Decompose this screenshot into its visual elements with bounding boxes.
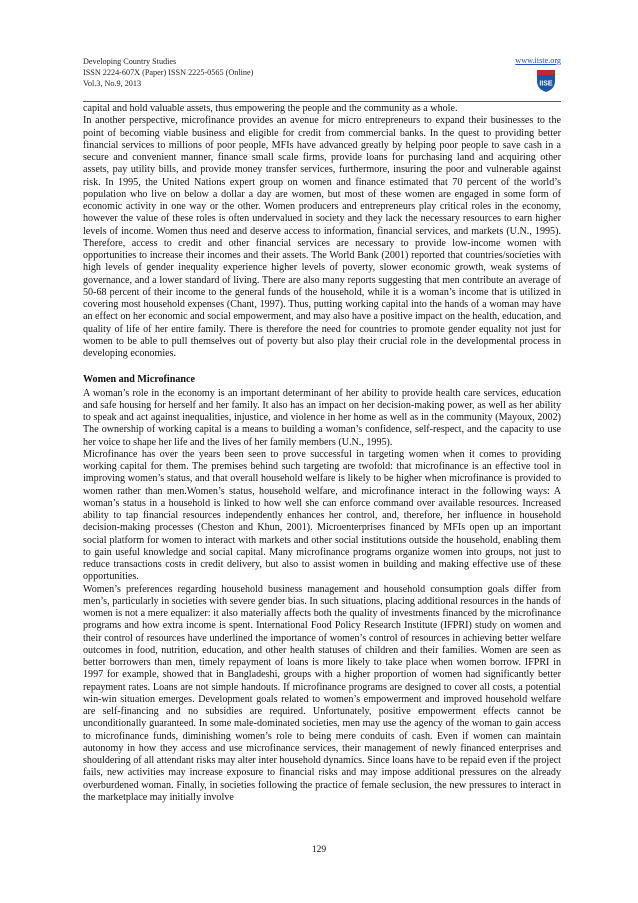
journal-url-link[interactable]: www.iiste.org (515, 56, 561, 65)
page-header (83, 56, 561, 100)
logo-text: IISE (539, 80, 553, 88)
volume-line: Vol.3, No.9, 2013 (83, 79, 142, 88)
paragraph: In another perspective, microfinance provides an avenue for micro entrepreneurs to expand their businesses to the point of becoming viable business and eligible for credit from commercial banks. In the quest to providing better financial services to millions of poor people, MFIs have advanced greatly by helping poor people to save cash in a secure and convenient manner, finance small scale firms, provide loans for purchasing land and acquiring other assets, pay utility bills, and provide money transfer services, furthermore, insuring the poor and vulnerable against risk. In 1995, the United Nations expert group on women and finance estimated that 70 percent of the world’s population who live on below a dollar a day are women, but most of these women are engaged in some form of economic activity in one way or the other. Women producers and entrepreneurs play critical roles in the economy, however the value of these roles is often undervalued in society and they lack the necessary resources to earn higher levels of income. Women thus need and deserve access to information, financial services, and markets (U.N., 1995). Therefore, access to credit and other financial services are necessary to provide low-income women with opportunities to increase their incomes and their assets. The World Bank (2001) reported that countries/societies with high levels of gender inequality experience higher levels of poverty, slower economic growth, weak systems of governance, and a lower standard of living. There are also many reports suggesting that men contribute an average of 50-68 percent of their income to the general funds of the household, while it is a woman’s income that is utilized in covering most household expenses (Chant, 1997). Thus, putting working capital into the hands of a woman may have an effect on her economic and social empowerment, and may also have a positive impact on the health, education, and quality of life of her entire family. There is therefore the need for countries to promote gender equality not just for women to be able to pull themselves out of poverty but also play their crucial role in the developmental process in developing economies. (83, 115, 561, 359)
paragraph: A woman’s role in the economy is an important determinant of her ability to provide health care services, education and safe housing for herself and her family. It also has an impact on her decision-making power, as well as her ability to speak and act against inequalities, injustice, and violence in her home as well as in the community (Mayoux, 2002) The ownership of working capital is a means to building a woman’s confidence, self-respect, and the capacity to use her voice to shape her life and the lives of her family members (U.N., 1995). (83, 387, 561, 448)
iiste-logo-icon (535, 68, 557, 94)
page-number: 129 (311, 845, 327, 855)
issn-line: ISSN 2224-607X (Paper) ISSN 2225-0565 (Online) (83, 68, 254, 77)
paragraph: Women’s preferences regarding household business management and household consumption goals differ from men’s, particularly in societies with severe gender bias. In such situations, placing additional resources in the hands of women is not a mere equalizer: it also materially affects both the quality of investments financed by the microfinance programs and how extra income is spent. International Food Policy Research Institute (IFPRI) study on women and their control of resources have underlined the importance of women’s control of resources in achieving better welfare outcomes in food, nutrition, education, and other health statuses of children and their families. Women are seen as better borrowers than men, timely repayment of loans is more likely to take place when women borrow. IFPRI in 1997 for example, showed that in Bangladeshi, groups with a higher proportion of women had significantly better repayment rates. Loans are not simple handouts. If microfinance programs are designed to cover all costs, a potential win-win situation emerges. Development goals related to women’s empowerment and improved household welfare are self-financing and no subsidies are required. Unfortunately, positive empowerment effects cannot be unconditionally guaranteed. In some male-dominated societies, men may use the agency of the woman to gain access to microfinance funds, diminishing women’s role to being mere conduits of cash. Even if women can maintain autonomy in how they access and use microfinance services, their management of newly financed enterprises and shouldering of all attendant risks may alter inter household dynamics. Since loans have to be repaid even if the project fails, new activities may increase exposure to financial risks and may impose additional pressures on the already overburdened woman. Finally, in societies following the practice of female seclusion, the new pressures to interact in the marketplace may initially involve (83, 583, 561, 803)
section-heading: Women and Microfinance (83, 374, 195, 386)
paragraph: capital and hold valuable assets, thus empowering the people and the community as a whole. (83, 103, 458, 114)
journal-name: Developing Country Studies (83, 57, 177, 66)
paragraph: Microfinance has over the years been seen to prove successful in targeting women when it comes to providing working capital for them. The premises behind such targeting are twofold: that microfinance is an effective tool in improving women’s status, and that overall household welfare is likely to be higher when microfinance is provided to women rather than men.Women’s status, household welfare, and microfinance interact in the following ways: A woman’s status in a household is linked to how well she can enforce command over available resources. Increased ability to tap financial resources independently enhances her control, and, therefore, her influence in household decision-making processes (Cheston and Khun, 2001). Microenterprises financed by MFIs open up an important social platform for women to interact with markets and other social institutions outside the household, enabling them to gain useful knowledge and social capital. Many microfinance programs organize women into groups, not just to reduce transactions costs in credit delivery, but also to assist women in building and making effective use of these opportunities. (83, 448, 561, 583)
header-rule (83, 101, 561, 102)
article-body (83, 103, 561, 804)
